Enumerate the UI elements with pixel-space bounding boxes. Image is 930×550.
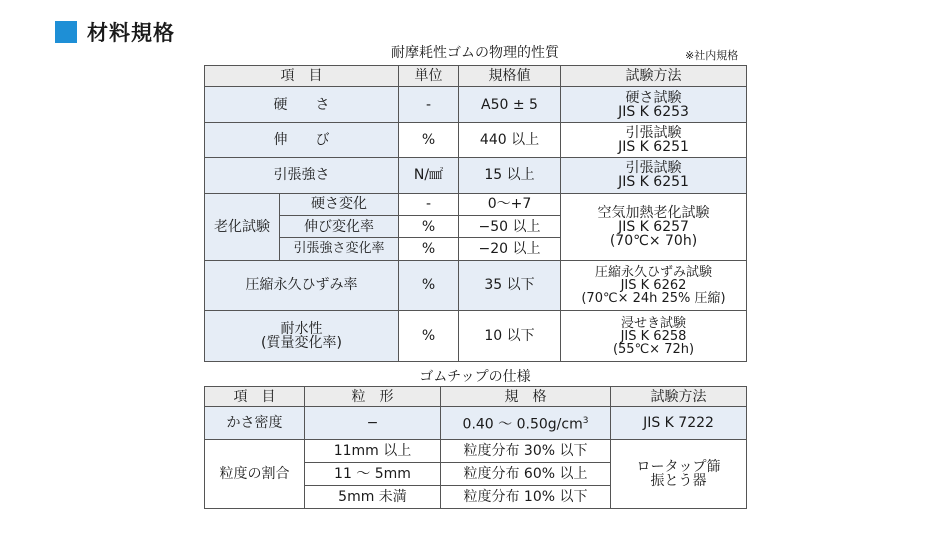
- row-spec: 粒度分布 10% 以下: [441, 486, 611, 509]
- row-method: ロータップ篩 振とう器: [611, 440, 747, 509]
- table1-note: ※社内規格: [685, 49, 739, 62]
- table2-caption: ゴムチップの仕様: [419, 369, 531, 385]
- row-item-water: 耐水性 (質量変化率): [205, 311, 399, 362]
- row-shape: 11mm 以上: [305, 440, 441, 463]
- section-title: 材料規格: [87, 21, 175, 45]
- row-method: 浸せき試験 JIS K 6258 (55℃× 72h): [561, 311, 747, 362]
- row-unit: -: [399, 87, 459, 122]
- rubber-chip-spec-table: [204, 386, 747, 509]
- row-unit: N/㎟: [399, 158, 459, 193]
- sub-item: 引張強さ変化率: [280, 238, 399, 260]
- row-unit: %: [399, 215, 459, 237]
- row-item-elongation: 伸 び: [205, 122, 399, 157]
- row-method: 引張試験 JIS K 6251: [561, 122, 747, 157]
- table-row: [205, 440, 747, 463]
- row-value: −50 以上: [459, 215, 561, 237]
- header-spec: 規 格: [441, 387, 611, 407]
- row-item-grain-ratio: 粒度の割合: [205, 440, 305, 509]
- row-unit: %: [399, 311, 459, 362]
- row-spec: 粒度分布 30% 以下: [441, 440, 611, 463]
- row-item-hardness: 硬 さ: [205, 87, 399, 122]
- table1-header-row: [205, 66, 747, 87]
- row-method: 空気加熱老化試験 JIS K 6257 (70℃× 70h): [561, 193, 747, 260]
- row-value: 10 以下: [459, 311, 561, 362]
- row-method: 引張試験 JIS K 6251: [561, 158, 747, 193]
- header-item: 項 目: [205, 387, 305, 407]
- row-item-aging: 老化試験: [205, 193, 280, 260]
- row-value: 15 以上: [459, 158, 561, 193]
- row-value: 35 以下: [459, 260, 561, 311]
- table-row: [205, 193, 747, 215]
- row-item-bulk-density: かさ密度: [205, 407, 305, 440]
- table2-header-row: [205, 387, 747, 407]
- row-method: JIS K 7222: [611, 407, 747, 440]
- row-shape: 11 ～ 5mm: [305, 463, 441, 486]
- row-unit: %: [399, 238, 459, 260]
- row-unit: %: [399, 122, 459, 157]
- header-item: 項 目: [205, 66, 399, 87]
- row-value: 0～+7: [459, 193, 561, 215]
- header-value: 規格値: [459, 66, 561, 87]
- row-item-tensile: 引張強さ: [205, 158, 399, 193]
- header-unit: 単位: [399, 66, 459, 87]
- header-method: 試験方法: [611, 387, 747, 407]
- table1-caption: 耐摩耗性ゴムの物理的性質: [391, 45, 559, 61]
- section-heading: [55, 18, 175, 46]
- row-value: A50 ± 5: [459, 87, 561, 122]
- physical-properties-table: [204, 65, 747, 362]
- row-method: 硬さ試験 JIS K 6253: [561, 87, 747, 122]
- row-spec: 0.40 ～ $0.50g/cm^3$: [441, 407, 611, 440]
- header-shape: 粒 形: [305, 387, 441, 407]
- row-method: 圧縮永久ひずみ試験 JIS K 6262 (70℃× 24h 25% 圧縮): [561, 260, 747, 311]
- row-spec: 粒度分布 60% 以上: [441, 463, 611, 486]
- sub-item: 伸び変化率: [280, 215, 399, 237]
- row-unit: -: [399, 193, 459, 215]
- heading-square-icon: [55, 21, 77, 43]
- row-unit: %: [399, 260, 459, 311]
- row-value: 440 以上: [459, 122, 561, 157]
- sub-item: 硬さ変化: [280, 193, 399, 215]
- row-item-compression: 圧縮永久ひずみ率: [205, 260, 399, 311]
- table-row: [205, 158, 747, 193]
- header-method: 試験方法: [561, 66, 747, 87]
- table-row: [205, 87, 747, 122]
- row-value: −20 以上: [459, 238, 561, 260]
- table-row: [205, 311, 747, 362]
- table-row: [205, 407, 747, 440]
- table-row: [205, 122, 747, 157]
- table-row: [205, 260, 747, 311]
- row-shape: 5mm 未満: [305, 486, 441, 509]
- row-shape: −: [305, 407, 441, 440]
